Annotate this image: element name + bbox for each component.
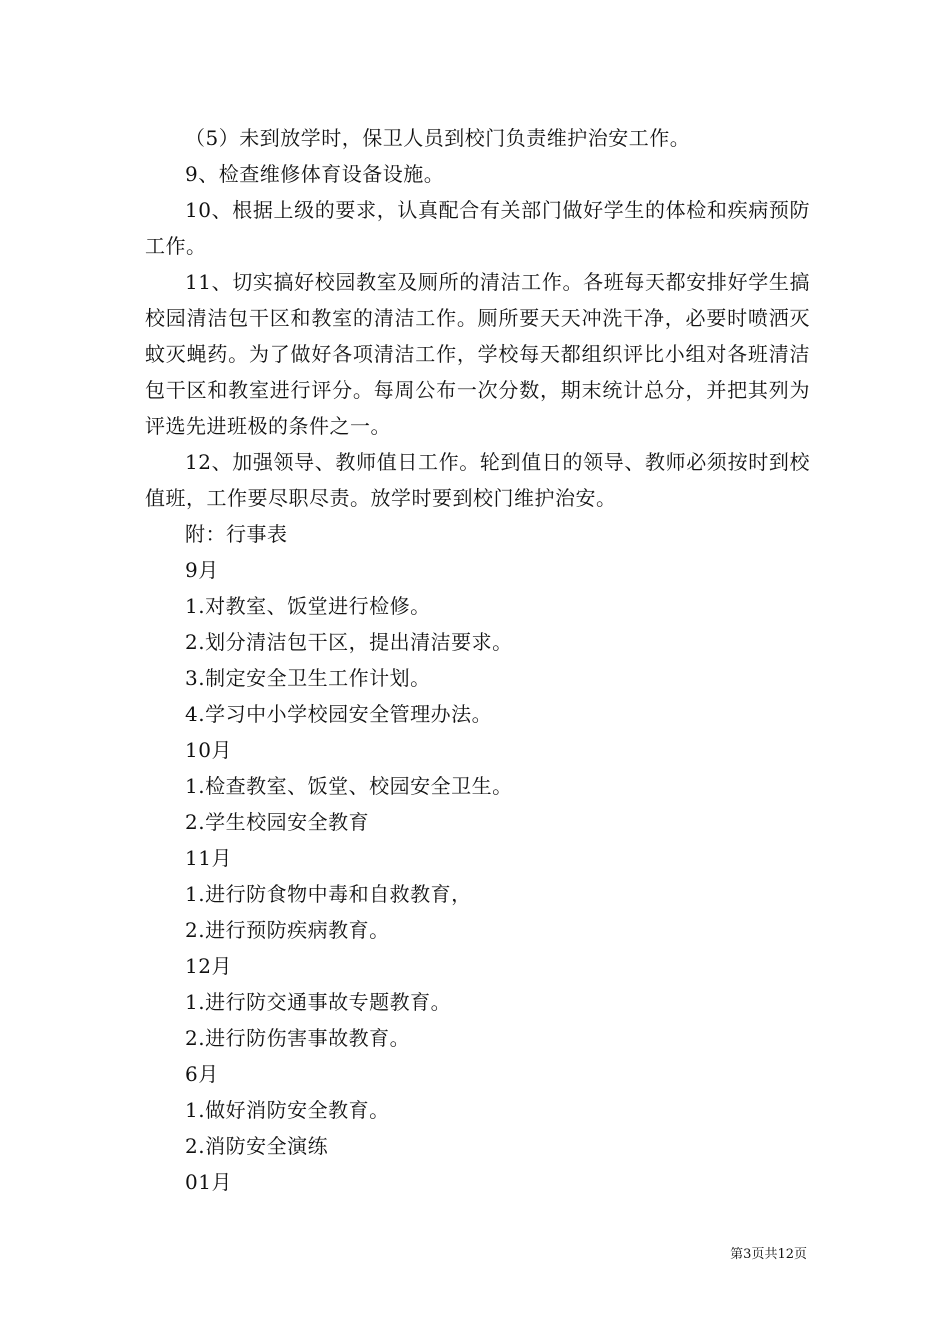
schedule-item: 2.学生校园安全教育: [185, 810, 370, 834]
schedule-item: 2.进行防伤害事故教育。: [185, 1026, 411, 1050]
schedule-item: 3.制定安全卫生工作计划。: [185, 666, 431, 690]
paragraph-item-11: 11、切实搞好校园教室及厕所的清洁工作。各班每天都安排好学生搞校园清洁包干区和教室的清洁工作。厕所要天天冲洗干净，必要时喷洒灭蚊灭蝇药。为了做好各项清洁工作，学校每天都组织评比小组对各班清洁包干区和教室进行评分。每周公布一次分数，期末统计总分，并把其列为评选先进班极的条件之一。: [145, 270, 810, 438]
month-heading-dec: 12月: [185, 954, 232, 978]
schedule-item: 1.进行防交通事故专题教育。: [185, 990, 452, 1014]
schedule-item: 4.学习中小学校园安全管理办法。: [185, 702, 493, 726]
paragraph-item-10: 10、根据上级的要求，认真配合有关部门做好学生的体检和疾病预防工作。: [145, 198, 810, 258]
paragraph-item-9: 9、检查维修体育设备设施。: [185, 162, 445, 186]
page-number-footer: 第3页共12页: [730, 1247, 807, 1262]
paragraph-security-guard: （5）未到放学时，保卫人员到校门负责维护治安工作。: [185, 126, 691, 150]
schedule-item: 2.进行预防疾病教育。: [185, 918, 390, 942]
paragraph-item-12: 12、加强领导、教师值日工作。轮到值日的领导、教师必须按时到校值班，工作要尽职尽责。放学时要到校门维护治安。: [145, 450, 810, 510]
month-heading-sep: 9月: [185, 558, 219, 582]
month-heading-jan: 01月: [185, 1170, 232, 1194]
schedule-heading: 附：行事表: [185, 522, 288, 546]
schedule-item: 2.划分清洁包干区，提出清洁要求。: [185, 630, 513, 654]
schedule-item: 2.消防安全演练: [185, 1134, 329, 1158]
month-heading-jun: 6月: [185, 1062, 219, 1086]
schedule-item: 1.进行防食物中毒和自救教育，: [185, 882, 472, 906]
document-body: [145, 120, 810, 1200]
month-heading-nov: 11月: [185, 846, 232, 870]
schedule-item: 1.检查教室、饭堂、校园安全卫生。: [185, 774, 513, 798]
schedule-item: 1.对教室、饭堂进行检修。: [185, 594, 431, 618]
schedule-item: 1.做好消防安全教育。: [185, 1098, 390, 1122]
month-heading-oct: 10月: [185, 738, 232, 762]
